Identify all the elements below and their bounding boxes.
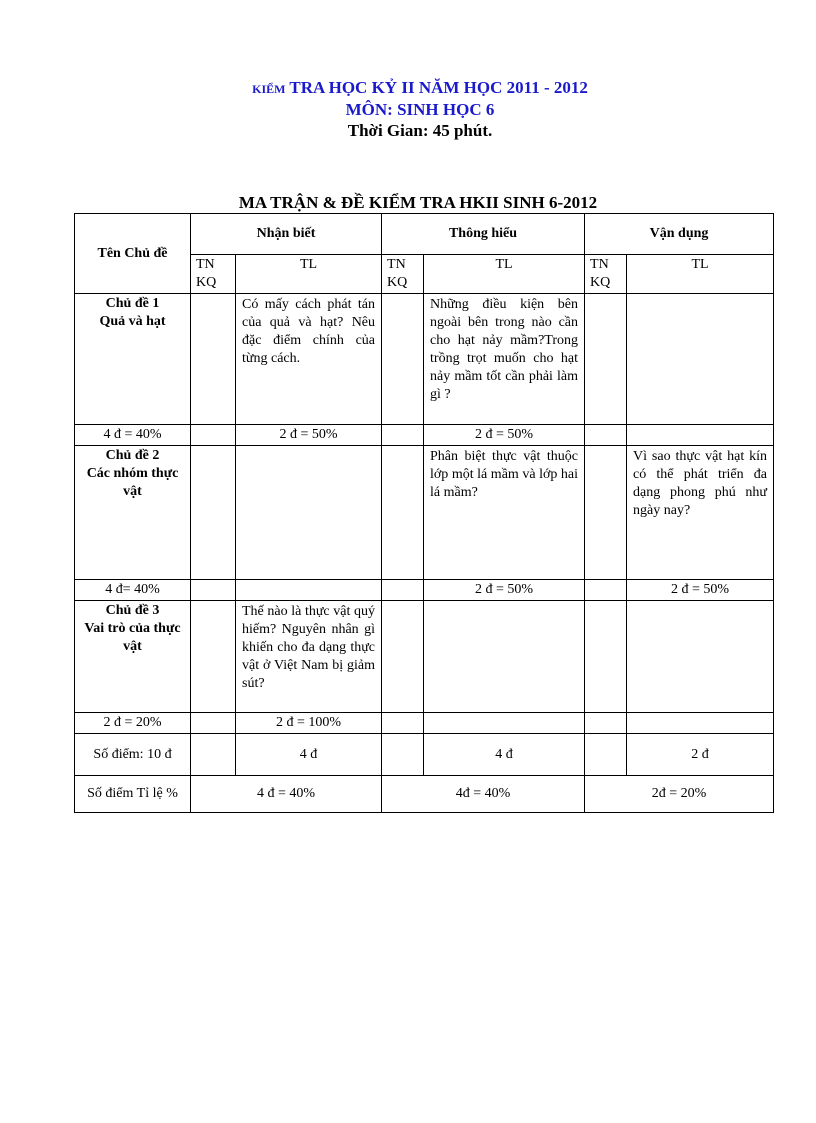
total-points-value: 2 đ: [627, 734, 774, 776]
level-header-nhan-biet: Nhận biết: [191, 214, 382, 255]
empty-cell: [382, 294, 424, 425]
level-score: [627, 713, 774, 734]
topic-column-header: Tên Chủ đề: [75, 214, 191, 294]
question-cell: [627, 294, 774, 425]
topic-number: Chủ đề 3: [105, 603, 160, 618]
total-points-value: 4 đ: [424, 734, 585, 776]
tnkq-header: TN KQ: [191, 255, 236, 294]
level-score: [236, 580, 382, 601]
tnkq-header: TN KQ: [382, 255, 424, 294]
table-row: [75, 580, 774, 601]
question-cell: Những điều kiện bên ngoài bên trong nào cần cho hạt nảy mầm?Trong trồng trọt muốn cho hạt nảy mầm tốt cần phải làm gì ?: [424, 294, 585, 425]
empty-cell: [585, 601, 627, 713]
empty-cell: [585, 580, 627, 601]
empty-cell: [191, 446, 236, 580]
table-row: [75, 425, 774, 446]
matrix-table: [74, 213, 774, 813]
question-cell: Thế nào là thực vật quý hiếm? Nguyên nhân gì khiến cho đa dạng thực vật ở Việt Nam bị giảm sút?: [236, 601, 382, 713]
exam-title-rest: TRA HỌC KỶ II NĂM HỌC 2011 - 2012: [289, 78, 588, 97]
ratio-value: 4đ = 40%: [382, 776, 585, 813]
topic-score: 2 đ = 20%: [75, 713, 191, 734]
exam-title-prefix: KIỂM: [252, 82, 286, 96]
empty-cell: [382, 425, 424, 446]
tl-header: TL: [424, 255, 585, 294]
total-points-label: Số điểm: 10 đ: [75, 734, 191, 776]
level-header-van-dung: Vận dụng: [585, 214, 774, 255]
exam-subject: MÔN: SINH HỌC 6: [345, 100, 495, 119]
level-score: 2 đ = 100%: [236, 713, 382, 734]
ratio-value: 4 đ = 40%: [191, 776, 382, 813]
exam-title: [0, 78, 816, 98]
level-score: 2 đ = 50%: [627, 580, 774, 601]
ratio-label: Số điểm Tỉ lệ %: [75, 776, 191, 813]
table-row: [75, 713, 774, 734]
matrix-title: MA TRẬN & ĐỀ KIỂM TRA HKII SINH 6-2012: [238, 193, 598, 212]
question-cell: [627, 601, 774, 713]
ratio-row: [75, 776, 774, 813]
total-points-value: 4 đ: [236, 734, 382, 776]
table-row: [75, 601, 774, 713]
topic-number: Chủ đề 1: [105, 296, 160, 311]
empty-cell: [585, 734, 627, 776]
empty-cell: [585, 425, 627, 446]
exam-time: Thời Gian: 45 phút.: [347, 121, 493, 140]
level-header-thong-hieu: Thông hiểu: [382, 214, 585, 255]
topic-name: [75, 294, 191, 425]
empty-cell: [585, 294, 627, 425]
topic-name: [75, 446, 191, 580]
level-score: 2 đ = 50%: [424, 580, 585, 601]
level-score: [627, 425, 774, 446]
question-cell: Vì sao thực vật hạt kín có thể phát triển đa dạng phong phú như ngày nay?: [627, 446, 774, 580]
total-points-row: [75, 734, 774, 776]
empty-cell: [382, 446, 424, 580]
question-cell: Có mấy cách phát tán của quả và hạt? Nêu đặc điểm chính của từng cách.: [236, 294, 382, 425]
question-cell: [424, 601, 585, 713]
tnkq-header: TN KQ: [585, 255, 627, 294]
level-score: [424, 713, 585, 734]
empty-cell: [191, 713, 236, 734]
table-row: [75, 446, 774, 580]
question-cell: [236, 446, 382, 580]
empty-cell: [191, 294, 236, 425]
level-score: 2 đ = 50%: [236, 425, 382, 446]
empty-cell: [191, 425, 236, 446]
empty-cell: [191, 734, 236, 776]
empty-cell: [191, 580, 236, 601]
level-score: 2 đ = 50%: [424, 425, 585, 446]
table-header-row: [75, 214, 774, 255]
empty-cell: [382, 734, 424, 776]
empty-cell: [382, 580, 424, 601]
topic-number: Chủ đề 2: [105, 448, 160, 463]
empty-cell: [191, 601, 236, 713]
ratio-value: 2đ = 20%: [585, 776, 774, 813]
topic-score: 4 đ= 40%: [75, 580, 191, 601]
topic-title: Quả và hạt: [99, 314, 166, 329]
topic-title: Các nhóm thực vật: [86, 466, 179, 499]
topic-score: 4 đ = 40%: [75, 425, 191, 446]
topic-title: Vai trò của thực vật: [84, 621, 181, 654]
question-cell: Phân biệt thực vật thuộc lớp một lá mầm và lớp hai lá mầm?: [424, 446, 585, 580]
empty-cell: [585, 713, 627, 734]
empty-cell: [585, 446, 627, 580]
topic-name: [75, 601, 191, 713]
empty-cell: [382, 601, 424, 713]
empty-cell: [382, 713, 424, 734]
tl-header: TL: [627, 255, 774, 294]
table-row: [75, 294, 774, 425]
tl-header: TL: [236, 255, 382, 294]
